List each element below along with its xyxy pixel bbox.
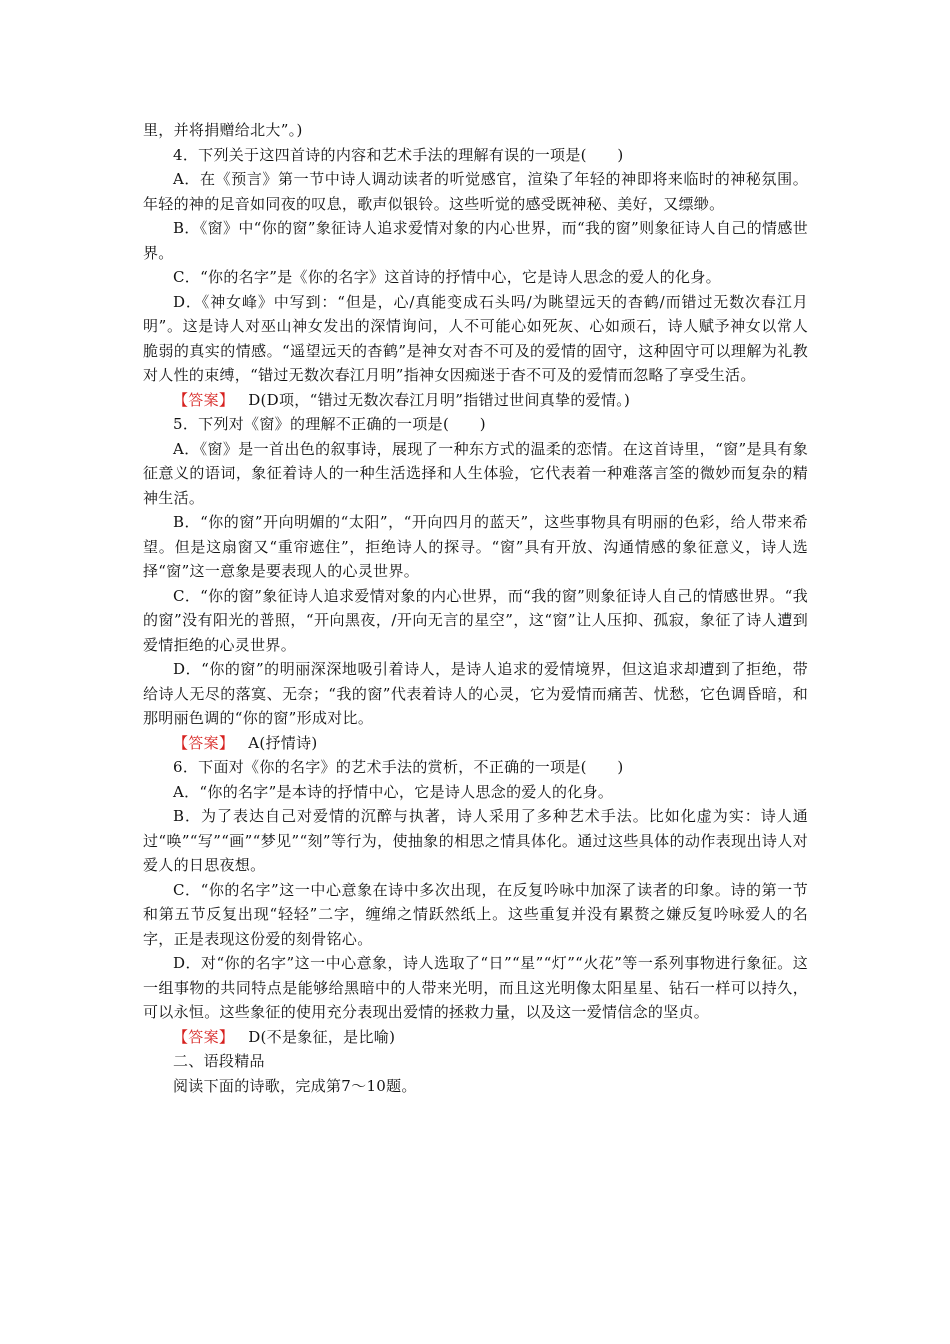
question-5: 5．下列对《窗》的理解不正确的一项是( ) — [173, 415, 486, 433]
answer-text: D(不是象征，是比喻) — [248, 1027, 396, 1046]
answer-label: 【答案】 — [173, 733, 235, 752]
answer-text: D(D项，“错过无数次春江月明”指错过世间真挚的爱情。) — [248, 390, 631, 409]
question-5-option-d: D．“你的窗”的明丽深深地吸引着诗人，是诗人追求的爱情境界，但这追求却遭到了拒绝，带给诗人无尽的落寞、无奈；“我的窗”代表着诗人的心灵，它为爱情而痛苦、忧愁，它色调昏暗，和那明丽色调的“你的窗”形成对比。 — [143, 660, 808, 727]
answer-5 — [143, 731, 808, 756]
reading-instruction: 阅读下面的诗歌，完成第7～10题。 — [173, 1076, 417, 1095]
question-4-option-a: A．在《预言》第一节中诗人调动读者的听觉感官，渲染了年轻的神即将来临时的神秘氛围。年轻的神的足音如同夜的叹息，歌声似银铃。这些听觉的感受既神秘、美好，又缥缈。 — [143, 170, 808, 213]
answer-label: 【答案】 — [173, 390, 235, 409]
section-heading: 二、语段精品 — [173, 1052, 265, 1070]
answer-text: A(抒情诗) — [248, 733, 318, 752]
question-6: 6．下面对《你的名字》的艺术手法的赏析，不正确的一项是( ) — [173, 758, 624, 776]
document-page — [143, 118, 808, 1098]
answer-label: 【答案】 — [173, 1027, 235, 1046]
question-6-option-b: B．为了表达自己对爱情的沉醉与执著，诗人采用了多种艺术手法。比如化虚为实：诗人通过“唤”“写”“画”“梦见”“刻”等行为，使抽象的相思之情具体化。通过这些具体的动作表现出诗人对爱人的日思夜想。 — [143, 807, 808, 874]
question-4-option-c: C．“你的名字”是《你的名字》这首诗的抒情中心，它是诗人思念的爱人的化身。 — [173, 268, 721, 286]
question-6-option-c: C．“你的名字”这一中心意象在诗中多次出现，在反复吟咏中加深了读者的印象。诗的第一节和第五节反复出现“轻轻”二字，缠绵之情跃然纸上。这些重复并没有累赘之嫌反复吟咏爱人的名字，正是表现这份爱的刻骨铭心。 — [143, 880, 808, 948]
question-4: 4．下列关于这四首诗的内容和艺术手法的理解有误的一项是( ) — [173, 145, 624, 164]
question-6-option-a: A．“你的名字”是本诗的抒情中心，它是诗人思念的爱人的化身。 — [173, 782, 614, 801]
question-5-option-a: A．《窗》是一首出色的叙事诗，展现了一种东方式的温柔的恋情。在这首诗里，“窗”是具有象征意义的语词，象征着诗人的一种生活选择和人生体验，它代表着一种难落言筌的微妙而复杂的精神生活。 — [143, 439, 808, 507]
question-5-option-c: C．“你的窗”象征诗人追求爱情对象的内心世界，而“我的窗”则象征诗人自己的情感世界。“我的窗”没有阳光的普照，“开向黑夜，/开向无言的星空”，这“窗”让人压抑、孤寂，象征了诗人遭到爱情拒绝的心灵世界。 — [143, 586, 808, 654]
paragraph-continuation: 里，并将捐赠给北大”。) — [143, 121, 303, 139]
answer-6 — [143, 1025, 808, 1050]
question-6-option-d: D．对“你的名字”这一中心意象，诗人选取了“日”“星”“灯”“火花”等一系列事物进行象征。这一组事物的共同特点是能够给黑暗中的人带来光明，而且这光明像太阳星星、钻石一样可以持久，可以永恒。这些象征的使用充分表现出爱情的拯救力量，以及这一爱情信念的坚贞。 — [143, 954, 808, 1021]
answer-4 — [143, 388, 808, 413]
question-5-option-b: B．“你的窗”开向明媚的“太阳”，“开向四月的蓝天”，这些事物具有明丽的色彩，给人带来希望。但是这扇窗又“重帘遮住”，拒绝诗人的探寻。“窗”具有开放、沟通情感的象征意义，诗人选择“窗”这一意象是要表现人的心灵世界。 — [143, 513, 808, 580]
question-4-option-d: D．《神女峰》中写到：“但是，心/真能变成石头吗/为眺望远天的杳鹤/而错过无数次春江月明”。这是诗人对巫山神女发出的深情询问，人不可能心如死灰、心如顽石，诗人赋予神女以常人脆弱的真实的情感。“遥望远天的杳鹤”是神女对杳不可及的爱情的固守，这种固守可以理解为礼教对人性的束缚，“错过无数次春江月明”指神女因痴迷于杳不可及的爱情而忽略了享受生活。 — [143, 292, 808, 384]
question-4-option-b: B．《窗》中“你的窗”象征诗人追求爱情对象的内心世界，而“我的窗”则象征诗人自己的情感世界。 — [143, 219, 808, 262]
